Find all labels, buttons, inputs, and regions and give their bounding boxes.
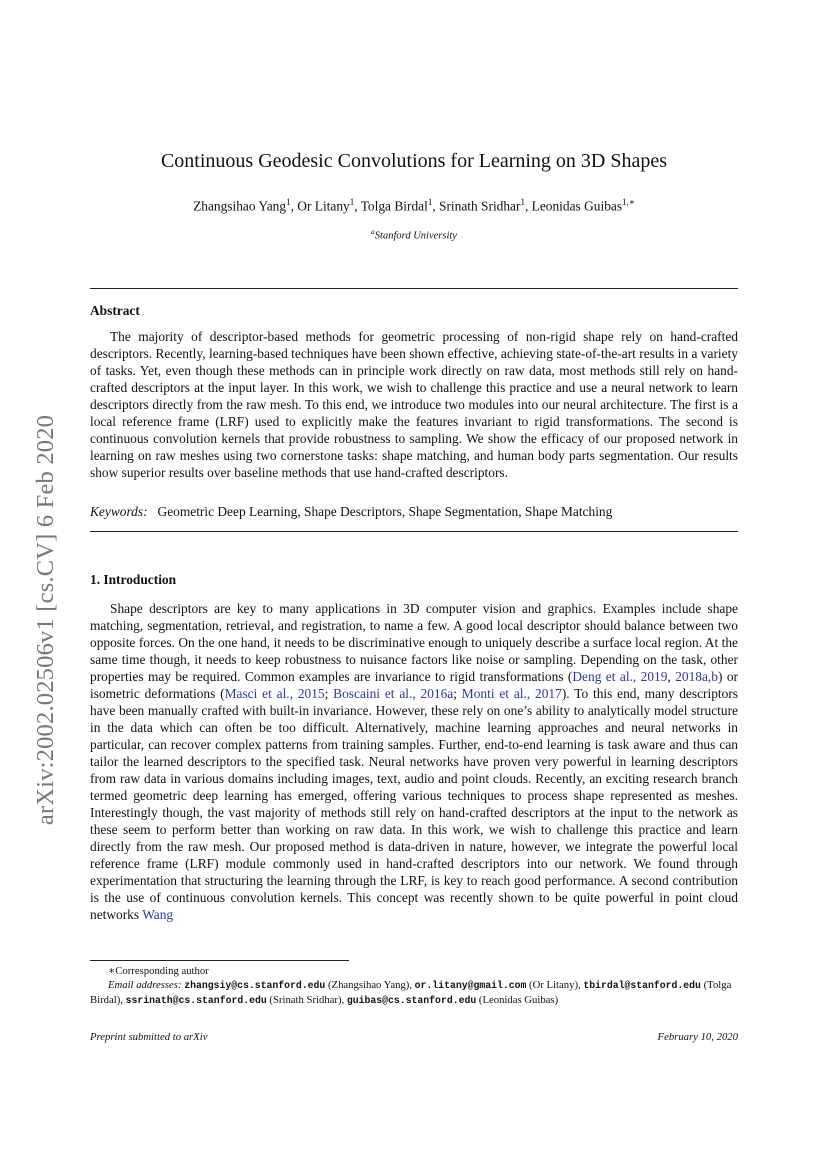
citation-separator: , <box>667 669 676 684</box>
preprint-note: Preprint submitted to arXiv <box>90 1031 208 1043</box>
author-name: Leonidas Guibas <box>531 198 623 214</box>
abstract-heading: Abstract <box>90 303 140 318</box>
email-owner: (Zhangsihao Yang), <box>327 979 412 991</box>
email-owner: (Tolga Birdal), <box>90 979 732 1006</box>
author-list: Zhangsihao Yang$^1$, Or Litany$^1$, Tolga Birdal$^1$, Srinath Sridhar$^1$, Leonidas Guibas$^{1,∗}$ <box>193 197 635 214</box>
affiliation <box>90 227 738 242</box>
email-owner: (Or Litany), <box>529 979 581 991</box>
affiliation-name: Stanford University <box>374 230 457 242</box>
keywords-text: Geometric Deep Learning, Shape Descriptors, Shape Segmentation, Shape Matching <box>157 504 613 519</box>
email-label: Email addresses: <box>108 979 182 991</box>
author-name: Tolga Birdal <box>360 198 428 214</box>
preprint-date: February 10, 2020 <box>657 1031 738 1043</box>
citation-link[interactable]: Masci et al., 2015 <box>224 686 325 701</box>
citation-link[interactable]: Wang <box>142 907 174 922</box>
keywords-label: Keywords: <box>90 504 148 519</box>
paper-title: Continuous Geodesic Convolutions for Learning on 3D Shapes <box>160 150 668 172</box>
corresponding-author-note: ∗Corresponding author <box>108 965 209 977</box>
intro-text-segment: ). To this end, many descriptors have been manually crafted with built-in invariance. However, these rely on one’s ability to analytically model structure in the data which can often be too difficult. Alternatively, machine learning approaches and neural networks in particular, can recover complex patterns from training samples. Further, end-to-end learning is task aware and thus can tailor the learned descriptors to the specified task. Neural networks have proven very powerful in learning descriptors from raw data in various domains including images, text, audio and point clouds. Recently, an exciting research branch termed geometric deep learning has emerged, offering various techniques to process shape represented as meshes. Interestingly though, the vast majority of methods still rely on hand-crafted descriptors at the input to the network as these seem to perform better than working on raw data. In this work, we wish to challenge this practice and learn directly from the raw mesh. Our proposed method is data-driven in nature, however, we integrate the powerful local reference frame (LRF) module commonly used in hand-crafted descriptors into our network. We found through experimentation that structuring the learning through the LRF, is key to reach good performance. A second contribution is the use of continuous convolution kernels. This concept was recently shown to be quite powerful in point cloud networks <box>90 686 738 922</box>
email-address[interactable]: zhangsiy@cs.stanford.edu <box>184 980 326 991</box>
author-name: Zhangsihao Yang <box>193 198 287 214</box>
arxiv-identifier-text: arXiv:2002.02506v1 [cs.CV] 6 Feb 2020 <box>32 414 59 826</box>
intro-text-segment: Shape descriptors are key to many applications in 3D computer vision and graphics. Examples include shape matching, segmentation, retrieval, and registration, to name a few. A good local descriptor should balance between two opposite forces. On the one hand, it needs to be discriminative enough to uniquely describe a surface local region. At the same time though, it needs to keep robustness to nuisance factors like noise or sampling. Depending on the task, other properties may be required. Common examples are invariance to rigid transformations ( <box>90 601 738 684</box>
author-affiliation-mark: 1,∗ <box>622 197 635 207</box>
author-name: Srinath Sridhar <box>439 198 521 214</box>
footnote <box>90 964 738 1008</box>
introduction-text <box>90 600 738 923</box>
intro-text-segment: ) or isometric deformations ( <box>90 669 738 701</box>
citation-link[interactable]: Boscaini et al., 2016a <box>333 686 454 701</box>
section-heading-introduction: 1. Introduction <box>90 572 177 587</box>
email-owner: (Srinath Sridhar), <box>269 994 345 1006</box>
author-affiliation-mark: 1 <box>349 197 355 207</box>
abstract-bottom-rule <box>90 531 738 532</box>
email-addresses <box>90 978 738 1008</box>
affiliation-mark: a <box>371 227 375 236</box>
citation-link[interactable]: Deng et al., 2019 <box>572 669 668 684</box>
arxiv-identifier-stamp[interactable] <box>34 370 58 870</box>
citation-link[interactable]: 2018a,b <box>675 669 718 684</box>
email-address[interactable]: tbirdal@stanford.edu <box>583 980 701 991</box>
email-address[interactable]: or.litany@gmail.com <box>414 980 527 991</box>
citation-separator: ; <box>324 686 334 701</box>
email-address[interactable]: ssrinath@cs.stanford.edu <box>125 995 267 1006</box>
keywords <box>90 504 738 520</box>
citation-link[interactable]: Monti et al., 2017 <box>461 686 562 701</box>
footnote-rule <box>90 960 349 961</box>
abstract-text: The majority of descriptor-based methods for geometric processing of non-rigid shape rely on hand-crafted descriptors. Recently, learning-based techniques have been shown effective, achieving state-of-the-art results in a variety of tasks. Yet, even though these methods can in principle work directly on raw data, most methods still rely on hand-crafted descriptors at the input layer. In this work, we wish to challenge this practice and use a neural network to learn descriptors directly from the raw mesh. To this end, we introduce two modules into our neural architecture. The first is a local reference frame (LRF) used to explicitly make the features invariant to rigid transformations. The second is continuous convolution kernels that provide robustness to sampling. We show the efficacy of our proposed network in learning on raw meshes using two cornerstone tasks: shape matching, and human body parts segmentation. Our results show superior results over baseline methods that use hand-crafted descriptors. <box>90 329 738 480</box>
abstract-top-rule <box>90 288 738 289</box>
author-affiliation-mark: 1 <box>286 197 291 207</box>
citation-separator: ; <box>453 686 462 701</box>
author-affiliation-mark: 1 <box>520 197 525 207</box>
email-address[interactable]: guibas@cs.stanford.edu <box>346 995 477 1006</box>
author-affiliation-mark: 1 <box>427 197 433 207</box>
author-name: Or Litany <box>297 198 350 214</box>
email-owner: (Leonidas Guibas) <box>478 994 559 1006</box>
